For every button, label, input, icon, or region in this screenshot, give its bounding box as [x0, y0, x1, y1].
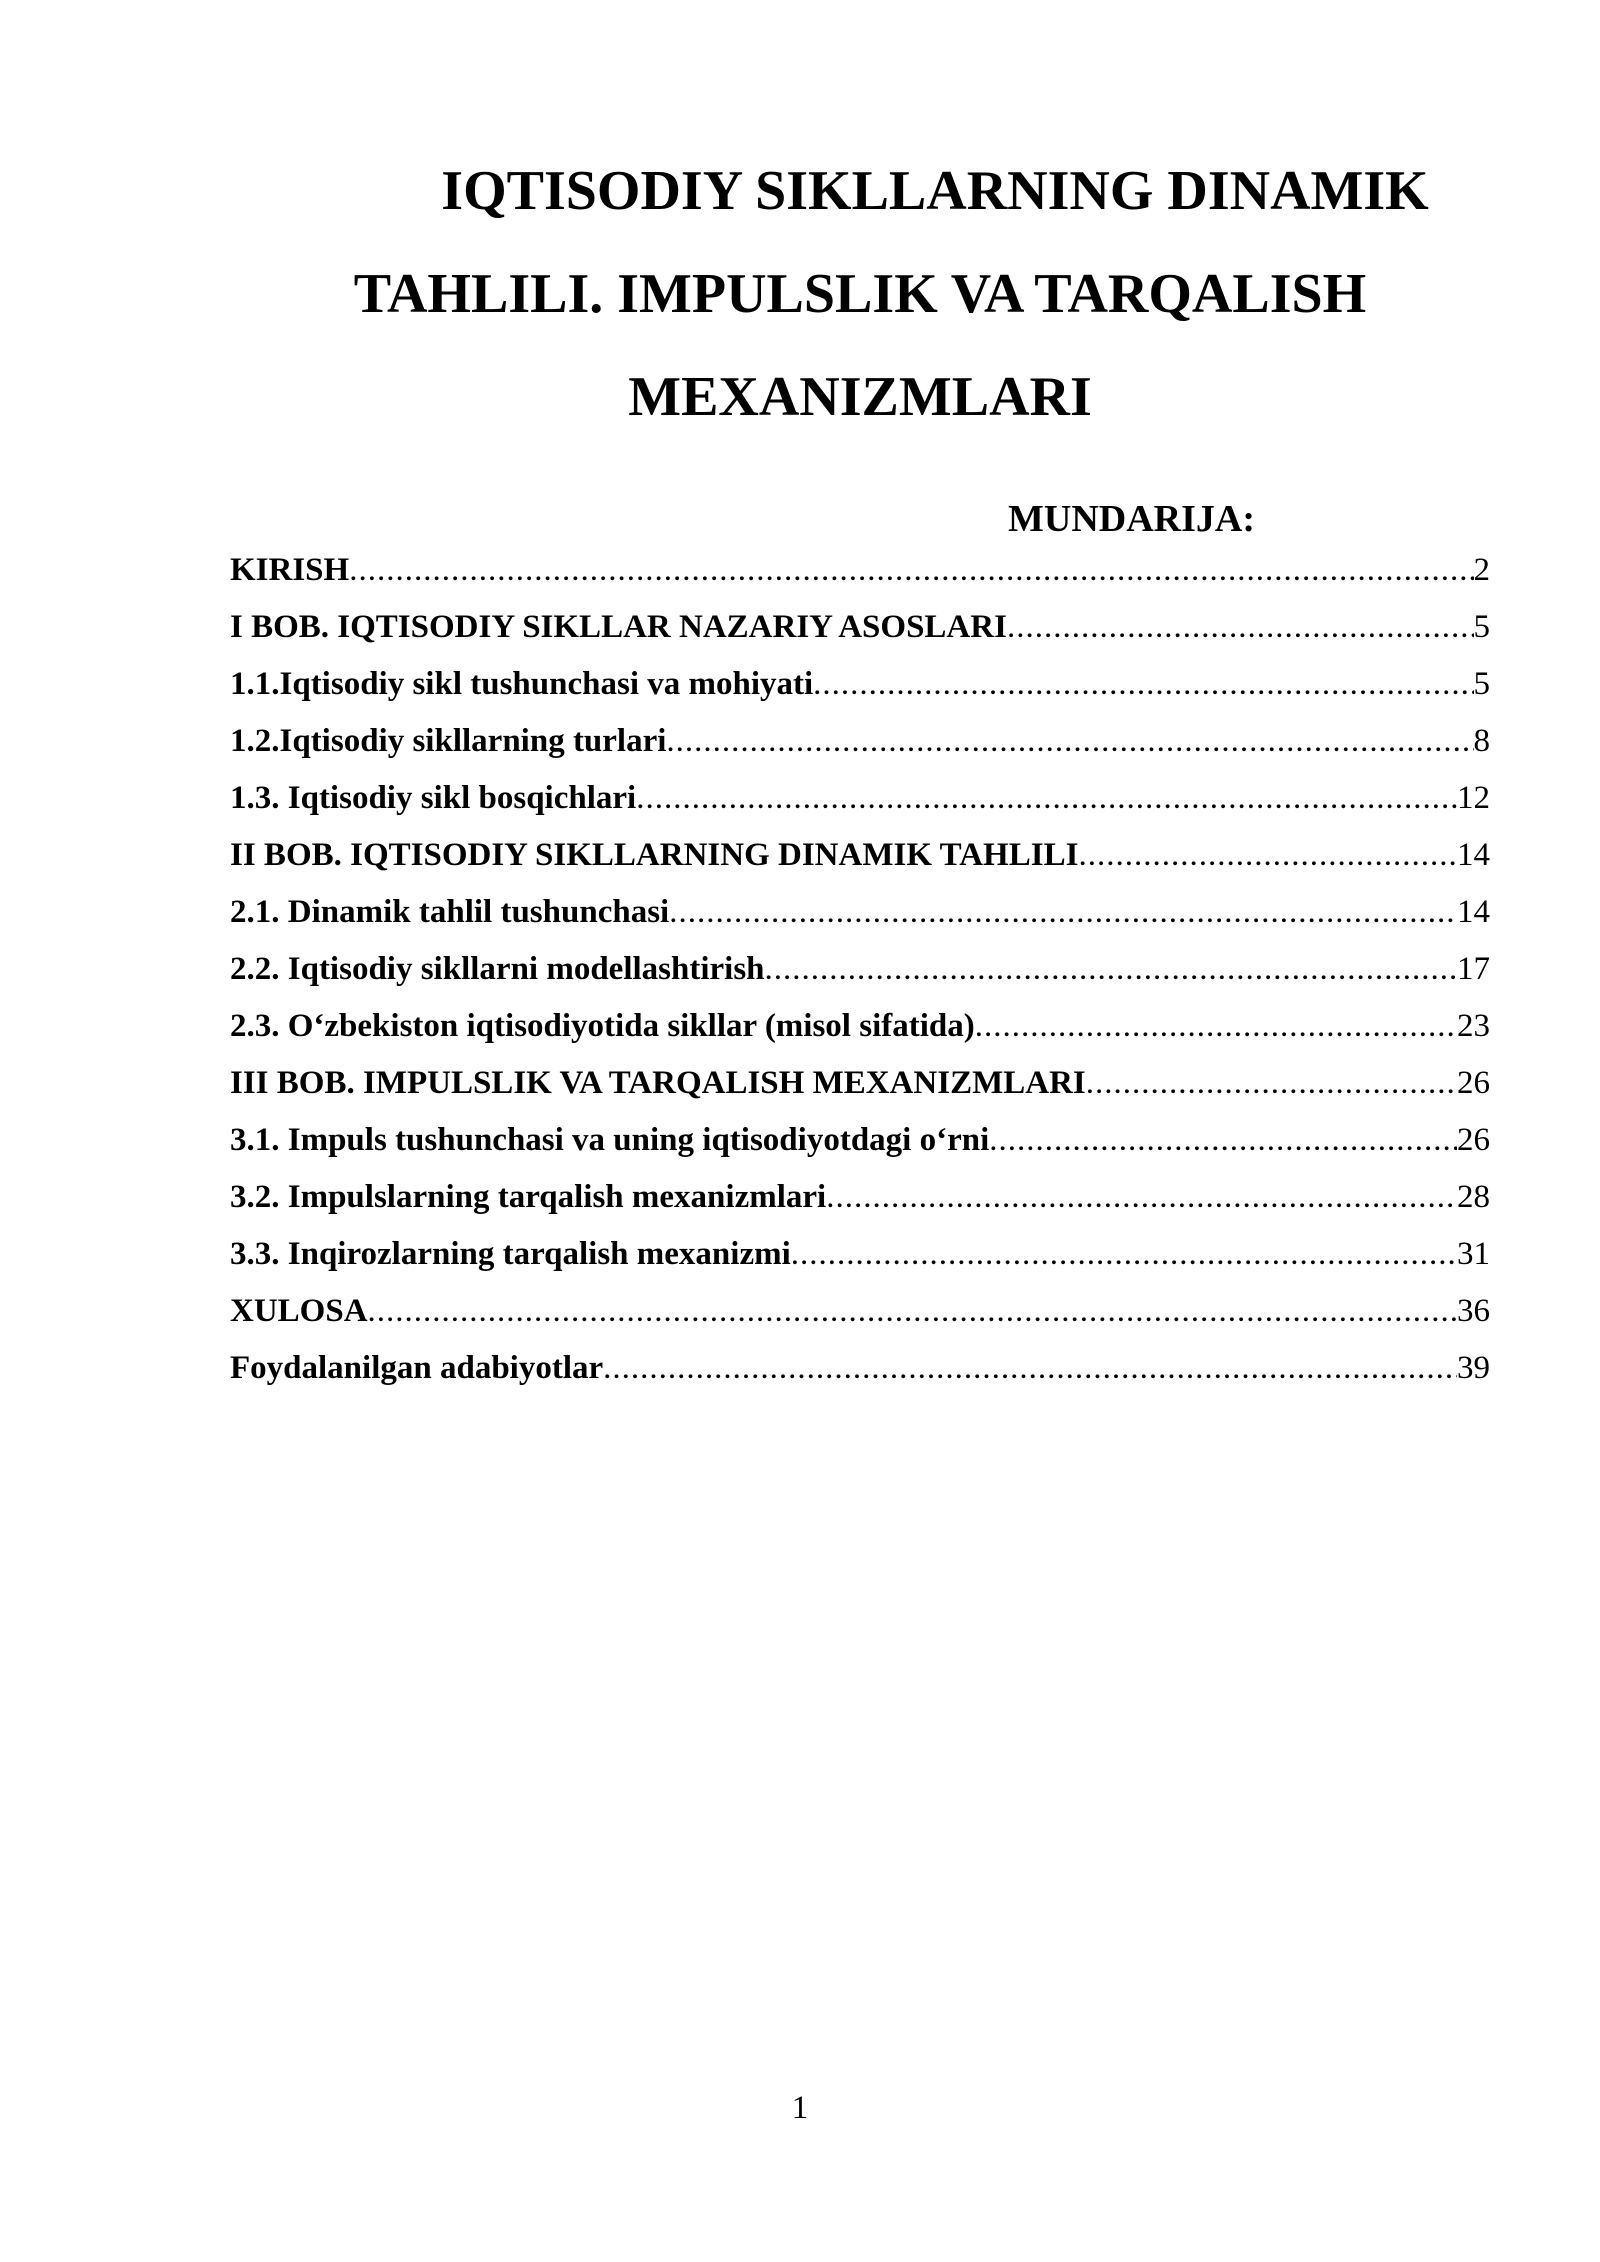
page-title: IQTISODIY SIKLLARNING DINAMIK TAHLILI. IMPULSLIK VA TARQALISH MEXANIZMLARI: [353, 160, 1429, 428]
toc-entry-page: 23: [1457, 1008, 1490, 1044]
toc-entry-page: 2: [1473, 552, 1490, 588]
toc-dot-leader: [603, 1340, 1457, 1397]
toc-entry-title: 3.3. Inqirozlarning tarqalish mexanizmi: [230, 1236, 791, 1272]
toc-heading: MUNDARIJA:: [1008, 498, 1255, 540]
toc-entry: [230, 1226, 1490, 1283]
toc-entry-page: 14: [1457, 894, 1490, 930]
toc-dot-leader: [1078, 827, 1457, 884]
toc-entry-title: 1.2.Iqtisodiy sikllarning turlari: [230, 723, 667, 759]
toc-entry: [230, 770, 1490, 827]
toc-entry-page: 26: [1457, 1122, 1490, 1158]
toc-entry-page: 5: [1473, 666, 1490, 702]
toc-dot-leader: [975, 998, 1457, 1055]
toc-dot-leader: [813, 656, 1473, 713]
toc-dot-leader: [989, 1112, 1457, 1169]
toc-entry-title: 2.2. Iqtisodiy sikllarni modellashtirish: [230, 951, 765, 987]
toc-dot-leader: [368, 1283, 1457, 1340]
toc-entry-page: 36: [1457, 1293, 1490, 1329]
toc-dot-leader: [791, 1226, 1457, 1283]
toc-entry-title: 2.3. O‘zbekiston iqtisodiyotida sikllar (misol sifatida): [230, 1008, 975, 1044]
toc-entry-page: 12: [1457, 780, 1490, 816]
toc-entry: [230, 599, 1490, 656]
toc-entry-page: 28: [1457, 1179, 1490, 1215]
toc-dot-leader: [1007, 599, 1474, 656]
toc-entry-title: 1.1.Iqtisodiy sikl tushunchasi va mohiyati: [230, 666, 814, 702]
toc-entry: [230, 1169, 1490, 1226]
toc-entry-page: 14: [1457, 837, 1490, 873]
toc-dot-leader: [349, 542, 1473, 599]
toc-entry: [230, 827, 1490, 884]
toc-entry: [230, 1340, 1490, 1397]
toc-entry-title: 1.3. Iqtisodiy sikl bosqichlari: [230, 780, 637, 816]
toc-entry-title: 2.1. Dinamik tahlil tushunchasi: [230, 894, 670, 930]
toc-entry: [230, 1055, 1490, 1112]
toc-dot-leader: [636, 770, 1457, 827]
toc-entry: [230, 1283, 1490, 1340]
toc-entry: [230, 941, 1490, 998]
toc-dot-leader: [1086, 1055, 1457, 1112]
toc-entry-title: III BOB. IMPULSLIK VA TARQALISH MEXANIZMLARI: [230, 1065, 1086, 1101]
toc-entry-title: Foydalanilgan adabiyotlar: [230, 1350, 604, 1386]
toc-entry-title: XULOSA: [230, 1293, 368, 1329]
toc-entry: [230, 998, 1490, 1055]
toc-entry-title: II BOB. IQTISODIY SIKLLARNING DINAMIK TAHLILI: [230, 837, 1079, 873]
table-of-contents: [230, 542, 1490, 1397]
toc-entry: [230, 713, 1490, 770]
toc-entry-title: 3.2. Impulslarning tarqalish mexanizmlari: [230, 1179, 827, 1215]
toc-dot-leader: [765, 941, 1457, 998]
page-number: 1: [791, 2090, 809, 2126]
toc-entry: [230, 884, 1490, 941]
toc-entry-title: 3.1. Impuls tushunchasi va uning iqtisodiyotdagi o‘rni: [230, 1122, 990, 1158]
toc-entry: [230, 542, 1490, 599]
toc-entry: [230, 1112, 1490, 1169]
toc-entry-page: 5: [1473, 609, 1490, 645]
toc-entry-title: I BOB. IQTISODIY SIKLLAR NAZARIY ASOSLARI: [230, 609, 1007, 645]
toc-dot-leader: [669, 884, 1457, 941]
toc-entry-page: 8: [1473, 723, 1490, 759]
toc-entry-page: 17: [1457, 951, 1490, 987]
toc-dot-leader: [826, 1169, 1457, 1226]
toc-entry: [230, 656, 1490, 713]
toc-entry-page: 26: [1457, 1065, 1490, 1101]
toc-entry-page: 31: [1457, 1236, 1490, 1272]
toc-dot-leader: [666, 713, 1473, 770]
toc-entry-page: 39: [1457, 1350, 1490, 1386]
toc-entry-title: KIRISH: [230, 552, 350, 588]
